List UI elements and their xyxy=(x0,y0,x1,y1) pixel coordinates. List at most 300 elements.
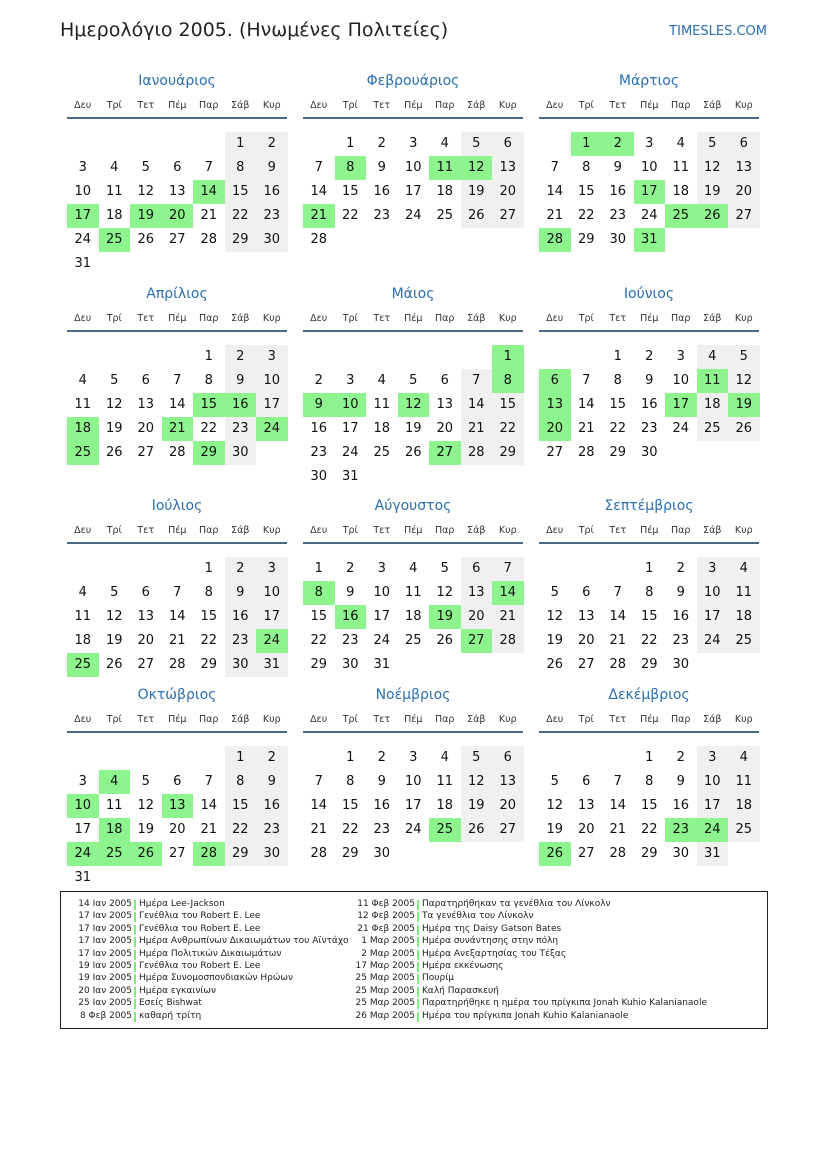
weekday-label: Πέμ xyxy=(168,525,187,536)
day-cell: 14 xyxy=(200,798,218,813)
site-link[interactable]: TIMESLES.COM xyxy=(669,24,767,39)
day-cell: 3 xyxy=(645,136,654,151)
day-cell: 29 xyxy=(310,657,328,672)
holiday-date: 12 Φεβ 2005 xyxy=(357,911,415,922)
month-name: Ιούλιος xyxy=(151,498,203,514)
holiday-date: 17 Ιαν 2005 xyxy=(78,923,132,934)
weekday-label: Πέμ xyxy=(404,100,423,111)
day-cell: 20 xyxy=(577,822,595,837)
day-cell: 25 xyxy=(728,818,760,842)
header-rule xyxy=(303,117,523,119)
day-cell: 10 xyxy=(74,184,92,199)
holiday-name: Ημέρα Συνομοσπονδιακών Ηρώων xyxy=(139,973,293,984)
day-cell: 24 xyxy=(404,822,422,837)
day-cell: 14 xyxy=(168,609,186,624)
weekday-label: Τρί xyxy=(578,100,594,111)
holiday-cell: 25 xyxy=(99,842,131,866)
day-cell: 11 xyxy=(105,184,123,199)
day-cell: 13 xyxy=(492,770,524,794)
weekday-label: Τετ xyxy=(609,100,627,111)
day-cell: 30 xyxy=(341,657,359,672)
holiday-name: Τα γενέθλια του Λίνκολν xyxy=(422,911,534,922)
day-cell: 20 xyxy=(461,605,493,629)
day-cell: 26 xyxy=(137,232,155,247)
day-cell: 29 xyxy=(577,232,595,247)
holiday-date: 26 Μαρ 2005 xyxy=(355,1010,415,1021)
day-cell: 29 xyxy=(225,228,257,252)
day-cell: 15 xyxy=(200,609,218,624)
day-cell: 24 xyxy=(672,421,690,436)
weekday-label: Τρί xyxy=(342,313,358,324)
weekday-label: Κυρ xyxy=(498,714,517,725)
day-cell: 20 xyxy=(436,421,454,436)
day-cell: 16 xyxy=(373,798,391,813)
day-cell: 25 xyxy=(728,629,760,653)
holiday-cell: 12 xyxy=(461,156,493,180)
day-cell: 24 xyxy=(640,208,658,223)
holiday-marker xyxy=(134,950,136,960)
holiday-cell: 25 xyxy=(665,204,697,228)
day-cell: 31 xyxy=(256,653,288,677)
day-cell: 16 xyxy=(640,397,658,412)
day-cell: 24 xyxy=(373,633,391,648)
day-cell: 11 xyxy=(404,585,422,600)
holiday-cell: 23 xyxy=(665,818,697,842)
weekday-label: Σάβ xyxy=(231,100,250,111)
holiday-cell: 24 xyxy=(256,629,288,653)
holiday-cell: 13 xyxy=(162,794,194,818)
day-cell: 6 xyxy=(173,774,182,789)
day-cell: 22 xyxy=(492,417,524,441)
day-cell: 18 xyxy=(436,184,454,199)
header-rule xyxy=(303,731,523,733)
day-cell: 29 xyxy=(200,657,218,672)
holiday-cell: 4 xyxy=(99,770,131,794)
day-cell: 2 xyxy=(256,132,288,156)
holiday-date: 21 Φεβ 2005 xyxy=(357,923,415,934)
day-cell: 1 xyxy=(645,750,654,765)
holiday-cell: 11 xyxy=(697,369,729,393)
holiday-cell: 14 xyxy=(492,581,524,605)
weekday-label: Παρ xyxy=(435,100,455,111)
day-cell: 16 xyxy=(672,798,690,813)
holiday-name: Εσείς Bishwat xyxy=(139,998,202,1009)
holiday-date: 17 Μαρ 2005 xyxy=(355,960,415,971)
day-cell: 23 xyxy=(256,818,288,842)
holiday-cell: 25 xyxy=(429,818,461,842)
day-cell: 16 xyxy=(256,794,288,818)
day-cell: 28 xyxy=(200,232,218,247)
weekday-label: Τρί xyxy=(106,714,122,725)
weekday-label: Κυρ xyxy=(498,525,517,536)
day-cell: 2 xyxy=(225,345,257,369)
day-cell: 2 xyxy=(346,561,355,576)
holiday-marker xyxy=(134,925,136,935)
day-cell: 2 xyxy=(314,373,323,388)
day-cell: 28 xyxy=(310,232,328,247)
day-cell: 17 xyxy=(404,184,422,199)
holiday-name: Ημέρα Ανθρωπίνων Δικαιωμάτων του Αϊντάχο xyxy=(139,936,349,947)
day-cell: 14 xyxy=(609,798,627,813)
day-cell: 23 xyxy=(373,822,391,837)
day-cell: 15 xyxy=(640,609,658,624)
day-cell: 7 xyxy=(314,774,323,789)
weekday-label: Κυρ xyxy=(262,313,281,324)
day-cell: 21 xyxy=(609,822,627,837)
day-cell: 20 xyxy=(137,421,155,436)
holiday-marker xyxy=(417,925,419,935)
day-cell: 5 xyxy=(697,132,729,156)
day-cell: 2 xyxy=(676,561,685,576)
month-block xyxy=(539,687,759,877)
weekday-label: Παρ xyxy=(199,714,219,725)
day-cell: 15 xyxy=(577,184,595,199)
holiday-cell: 8 xyxy=(492,369,524,393)
day-cell: 9 xyxy=(377,774,386,789)
holiday-name: Γενέθλια του Robert E. Lee xyxy=(139,960,261,971)
day-cell: 7 xyxy=(550,160,559,175)
day-cell: 14 xyxy=(609,609,627,624)
day-cell: 4 xyxy=(440,136,449,151)
day-cell: 9 xyxy=(346,585,355,600)
weekday-label: Τετ xyxy=(609,525,627,536)
holiday-cell: 16 xyxy=(335,605,367,629)
day-cell: 28 xyxy=(168,445,186,460)
holiday-date: 17 Ιαν 2005 xyxy=(78,911,132,922)
holiday-marker xyxy=(134,974,136,984)
day-cell: 7 xyxy=(314,160,323,175)
day-cell: 15 xyxy=(341,798,359,813)
day-cell: 18 xyxy=(373,421,391,436)
holiday-legend xyxy=(60,891,768,1029)
day-cell: 3 xyxy=(256,557,288,581)
holiday-name: καθαρή τρίτη xyxy=(139,1010,202,1021)
month-block xyxy=(539,73,759,263)
day-cell: 22 xyxy=(640,822,658,837)
holiday-cell: 19 xyxy=(130,204,162,228)
day-cell: 1 xyxy=(204,349,213,364)
day-cell: 26 xyxy=(404,445,422,460)
month-name: Οκτώβριος xyxy=(137,687,217,703)
day-cell: 7 xyxy=(173,373,182,388)
weekday-label: Κυρ xyxy=(498,100,517,111)
holiday-cell: 27 xyxy=(429,441,461,465)
holiday-date: 19 Ιαν 2005 xyxy=(78,973,132,984)
day-cell: 22 xyxy=(310,633,328,648)
day-cell: 6 xyxy=(440,373,449,388)
day-cell: 16 xyxy=(256,180,288,204)
weekday-label: Κυρ xyxy=(734,100,753,111)
day-cell: 26 xyxy=(105,445,123,460)
day-cell: 5 xyxy=(550,585,559,600)
holiday-cell: 17 xyxy=(634,180,666,204)
day-cell: 26 xyxy=(436,633,454,648)
day-cell: 7 xyxy=(582,373,591,388)
day-cell: 7 xyxy=(461,369,493,393)
day-cell: 15 xyxy=(492,393,524,417)
day-cell: 19 xyxy=(461,794,493,818)
day-cell: 10 xyxy=(697,770,729,794)
day-cell: 18 xyxy=(105,208,123,223)
day-cell: 6 xyxy=(582,774,591,789)
weekday-label: Παρ xyxy=(671,714,691,725)
day-cell: 19 xyxy=(105,633,123,648)
day-cell: 3 xyxy=(78,160,87,175)
day-cell: 16 xyxy=(672,609,690,624)
day-cell: 27 xyxy=(492,204,524,228)
weekday-label: Τρί xyxy=(106,100,122,111)
day-cell: 6 xyxy=(141,373,150,388)
day-cell: 16 xyxy=(225,605,257,629)
day-cell: 6 xyxy=(492,132,524,156)
holiday-name: Ημέρα συνάντησης στην πόλη xyxy=(422,936,559,947)
holiday-date: 14 Ιαν 2005 xyxy=(78,899,132,909)
weekday-label: Δευ xyxy=(546,714,564,725)
month-block xyxy=(303,687,523,877)
day-cell: 20 xyxy=(492,180,524,204)
month-name: Μάιος xyxy=(391,286,435,302)
holiday-date: 19 Ιαν 2005 xyxy=(78,960,132,971)
weekday-label: Τετ xyxy=(373,714,391,725)
holiday-name: Ημέρα εγκαινίων xyxy=(139,985,216,996)
holiday-cell: 8 xyxy=(303,581,335,605)
day-cell: 27 xyxy=(577,846,595,861)
weekday-label: Παρ xyxy=(671,100,691,111)
day-cell: 25 xyxy=(436,208,454,223)
holiday-cell: 1 xyxy=(571,132,603,156)
day-cell: 1 xyxy=(314,561,323,576)
day-cell: 29 xyxy=(492,441,524,465)
day-cell: 13 xyxy=(137,397,155,412)
day-cell: 28 xyxy=(461,441,493,465)
day-cell: 14 xyxy=(461,393,493,417)
day-cell: 31 xyxy=(341,469,359,484)
day-cell: 14 xyxy=(310,184,328,199)
day-cell: 30 xyxy=(373,846,391,861)
day-cell: 3 xyxy=(697,746,729,770)
day-cell: 3 xyxy=(697,557,729,581)
holiday-cell: 26 xyxy=(130,842,162,866)
day-cell: 15 xyxy=(225,794,257,818)
holiday-date: 2 Μαρ 2005 xyxy=(361,948,415,959)
weekday-label: Δευ xyxy=(74,525,92,536)
holiday-cell: 17 xyxy=(67,204,99,228)
holiday-date: 1 Μαρ 2005 xyxy=(361,936,415,947)
day-cell: 23 xyxy=(341,633,359,648)
day-cell: 17 xyxy=(256,393,288,417)
month-name: Δεκέμβριος xyxy=(608,687,690,703)
day-cell: 18 xyxy=(436,798,454,813)
holiday-cell: 10 xyxy=(67,794,99,818)
holiday-date: 17 Ιαν 2005 xyxy=(78,936,132,947)
holiday-date: 11 Φεβ 2005 xyxy=(357,899,415,909)
day-cell: 17 xyxy=(256,605,288,629)
day-cell: 29 xyxy=(225,842,257,866)
day-cell: 8 xyxy=(645,585,654,600)
weekday-label: Σάβ xyxy=(467,313,486,324)
weekday-label: Σάβ xyxy=(467,714,486,725)
month-name: Απρίλιος xyxy=(146,286,208,302)
day-cell: 23 xyxy=(225,629,257,653)
month-block xyxy=(67,286,287,476)
day-cell: 25 xyxy=(373,445,391,460)
day-cell: 6 xyxy=(728,132,760,156)
day-cell: 2 xyxy=(676,750,685,765)
day-cell: 2 xyxy=(377,750,386,765)
month-block xyxy=(539,498,759,688)
weekday-label: Παρ xyxy=(435,313,455,324)
day-cell: 31 xyxy=(697,842,729,866)
header-rule xyxy=(67,330,287,332)
holiday-cell: 29 xyxy=(193,441,225,465)
day-cell: 10 xyxy=(373,585,391,600)
holiday-name: Ημέρα της Daisy Gatson Bates xyxy=(422,923,562,934)
weekday-label: Τετ xyxy=(609,313,627,324)
day-cell: 10 xyxy=(256,369,288,393)
holiday-cell: 28 xyxy=(539,228,571,252)
day-cell: 31 xyxy=(74,870,92,885)
weekday-label: Παρ xyxy=(435,714,455,725)
day-cell: 6 xyxy=(582,585,591,600)
holiday-cell: 21 xyxy=(162,417,194,441)
day-cell: 29 xyxy=(640,657,658,672)
holiday-marker xyxy=(417,912,419,922)
holiday-cell: 8 xyxy=(335,156,367,180)
weekday-label: Δευ xyxy=(546,100,564,111)
day-cell: 30 xyxy=(225,653,257,677)
day-cell: 20 xyxy=(492,794,524,818)
day-cell: 4 xyxy=(676,136,685,151)
day-cell: 27 xyxy=(137,657,155,672)
holiday-name: Παρατηρήθηκαν τα γενέθλια του Λίνκολν xyxy=(422,899,611,909)
day-cell: 17 xyxy=(341,421,359,436)
day-cell: 6 xyxy=(461,557,493,581)
weekday-label: Παρ xyxy=(435,525,455,536)
day-cell: 12 xyxy=(728,369,760,393)
weekday-label: Πέμ xyxy=(640,100,659,111)
day-cell: 16 xyxy=(310,421,328,436)
holiday-cell: 2 xyxy=(602,132,634,156)
weekday-label: Τρί xyxy=(578,525,594,536)
day-cell: 10 xyxy=(404,160,422,175)
day-cell: 3 xyxy=(676,349,685,364)
day-cell: 23 xyxy=(256,204,288,228)
day-cell: 1 xyxy=(346,750,355,765)
holiday-cell: 24 xyxy=(256,417,288,441)
day-cell: 4 xyxy=(728,557,760,581)
weekday-label: Τετ xyxy=(373,100,391,111)
weekday-label: Κυρ xyxy=(734,714,753,725)
holiday-name: Ημέρα του πρίγκιπα Jonah Kuhio Kalanianaole xyxy=(422,1010,629,1021)
day-cell: 15 xyxy=(609,397,627,412)
holiday-cell: 20 xyxy=(539,417,571,441)
weekday-label: Πέμ xyxy=(640,714,659,725)
holiday-marker xyxy=(134,900,136,910)
day-cell: 26 xyxy=(105,657,123,672)
day-cell: 24 xyxy=(341,445,359,460)
day-cell: 18 xyxy=(697,393,729,417)
weekday-label: Τρί xyxy=(342,100,358,111)
holiday-cell: 24 xyxy=(67,842,99,866)
holiday-marker xyxy=(417,987,419,997)
month-block xyxy=(303,73,523,263)
holiday-cell: 25 xyxy=(67,653,99,677)
day-cell: 4 xyxy=(440,750,449,765)
day-cell: 17 xyxy=(373,609,391,624)
day-cell: 11 xyxy=(436,774,454,789)
weekday-label: Πέμ xyxy=(404,313,423,324)
weekday-label: Δευ xyxy=(74,714,92,725)
day-cell: 14 xyxy=(546,184,564,199)
day-cell: 5 xyxy=(110,373,119,388)
weekday-label: Δευ xyxy=(546,525,564,536)
day-cell: 19 xyxy=(697,180,729,204)
month-name: Αύγουστος xyxy=(374,498,452,514)
weekday-label: Δευ xyxy=(310,525,328,536)
month-block xyxy=(67,498,287,688)
day-cell: 5 xyxy=(728,345,760,369)
holiday-marker xyxy=(134,962,136,972)
holiday-cell: 13 xyxy=(539,393,571,417)
day-cell: 9 xyxy=(676,585,685,600)
weekday-label: Τετ xyxy=(137,313,155,324)
day-cell: 19 xyxy=(461,180,493,204)
day-cell: 8 xyxy=(346,774,355,789)
day-cell: 29 xyxy=(341,846,359,861)
day-cell: 23 xyxy=(373,208,391,223)
holiday-marker xyxy=(134,937,136,947)
day-cell: 15 xyxy=(225,180,257,204)
day-cell: 5 xyxy=(141,160,150,175)
weekday-label: Σάβ xyxy=(231,714,250,725)
header-rule xyxy=(539,117,759,119)
day-cell: 30 xyxy=(256,228,288,252)
day-cell: 10 xyxy=(640,160,658,175)
day-cell: 12 xyxy=(105,397,123,412)
day-cell: 22 xyxy=(577,208,595,223)
day-cell: 10 xyxy=(672,373,690,388)
day-cell: 21 xyxy=(609,633,627,648)
day-cell: 2 xyxy=(645,349,654,364)
day-cell: 22 xyxy=(225,204,257,228)
day-cell: 13 xyxy=(168,184,186,199)
day-cell: 14 xyxy=(168,397,186,412)
day-cell: 11 xyxy=(728,770,760,794)
month-block xyxy=(67,73,287,271)
weekday-label: Τετ xyxy=(373,525,391,536)
day-cell: 13 xyxy=(492,156,524,180)
day-cell: 30 xyxy=(672,657,690,672)
day-cell: 31 xyxy=(74,256,92,271)
holiday-cell: 27 xyxy=(461,629,493,653)
day-cell: 3 xyxy=(409,750,418,765)
day-cell: 10 xyxy=(256,581,288,605)
weekday-label: Παρ xyxy=(199,525,219,536)
day-cell: 20 xyxy=(137,633,155,648)
day-cell: 26 xyxy=(461,818,493,842)
day-cell: 21 xyxy=(168,633,186,648)
holiday-marker xyxy=(134,1012,136,1022)
day-cell: 20 xyxy=(577,633,595,648)
day-cell: 23 xyxy=(672,633,690,648)
holiday-cell: 1 xyxy=(492,345,524,369)
weekday-label: Πέμ xyxy=(168,714,187,725)
weekday-label: Πέμ xyxy=(168,100,187,111)
day-cell: 13 xyxy=(728,156,760,180)
day-cell: 3 xyxy=(409,136,418,151)
weekday-label: Σάβ xyxy=(703,100,722,111)
day-cell: 5 xyxy=(409,373,418,388)
